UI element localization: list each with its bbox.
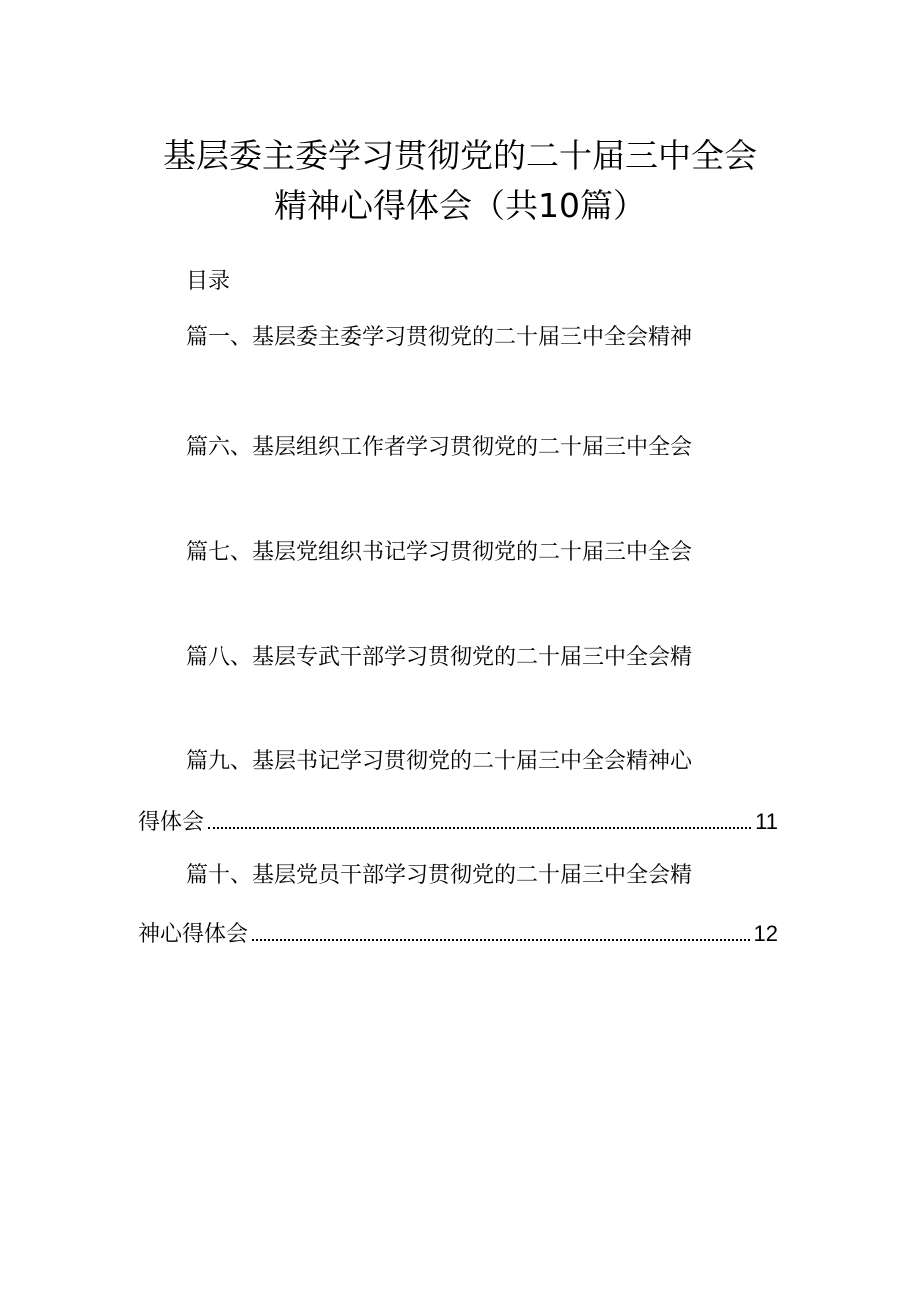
toc-entry-6[interactable]: 篇六、基层组织工作者学习贯彻党的二十届三中全会 xyxy=(186,435,693,460)
dot-leader xyxy=(208,827,751,829)
toc-entry-10[interactable]: 篇十、基层党员干部学习贯彻党的二十届三中全会精 xyxy=(186,863,693,888)
toc-entry-10-continuation[interactable] xyxy=(138,918,778,951)
toc-page-number: 11 xyxy=(755,809,778,834)
toc-entry-8[interactable]: 篇八、基层专武干部学习贯彻党的二十届三中全会精 xyxy=(186,645,693,670)
toc-entry-9[interactable]: 篇九、基层书记学习贯彻党的二十届三中全会精神心 xyxy=(186,749,693,774)
document-title-line-2: 精神心得体会（共10篇） xyxy=(274,186,646,225)
toc-entry-1[interactable]: 篇一、基层委主委学习贯彻党的二十届三中全会精神 xyxy=(186,325,693,350)
toc-page-number: 12 xyxy=(753,921,778,946)
toc-entry-10-tail: 神心得体会 xyxy=(138,922,249,947)
toc-entry-9-continuation[interactable] xyxy=(138,806,778,839)
toc-entry-7[interactable]: 篇七、基层党组织书记学习贯彻党的二十届三中全会 xyxy=(186,540,693,565)
toc-entry-9-tail: 得体会 xyxy=(138,810,205,835)
dot-leader xyxy=(252,939,750,941)
toc-heading: 目录 xyxy=(186,269,231,294)
document-title-line-1: 基层委主委学习贯彻党的二十届三中全会 xyxy=(163,136,757,175)
